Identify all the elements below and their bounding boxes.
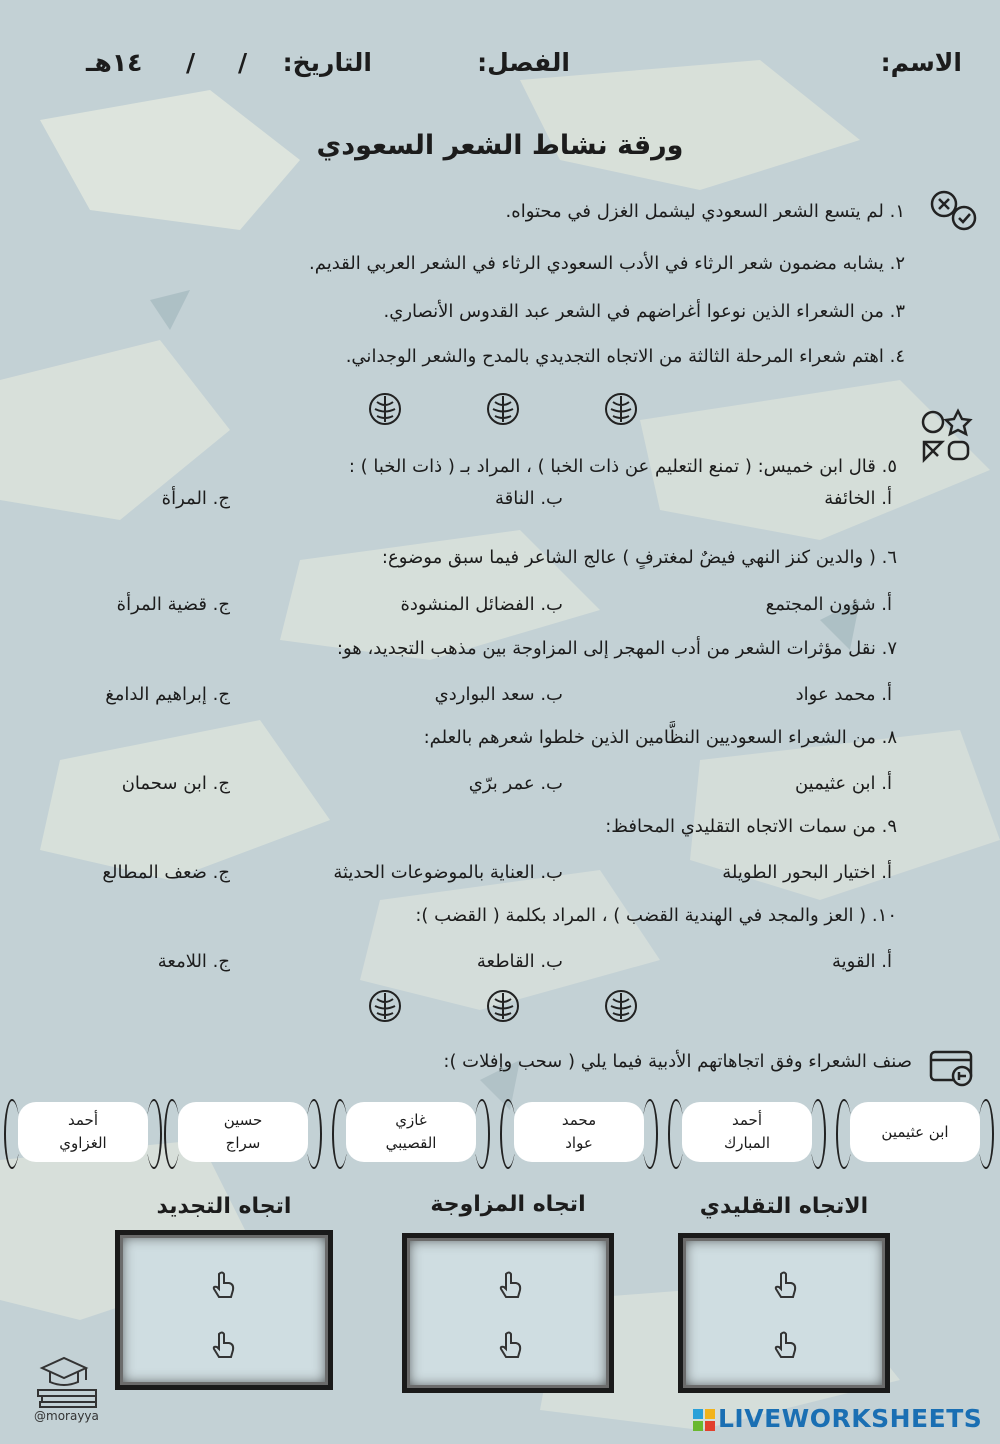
poet-name-line: محمد bbox=[561, 1111, 597, 1129]
shapes-icon bbox=[918, 408, 974, 464]
drop-zone-blending[interactable] bbox=[402, 1233, 614, 1393]
mcq-option[interactable]: أ. القوية bbox=[832, 951, 892, 972]
poet-name-line: أحمد bbox=[732, 1111, 762, 1129]
mcq-option[interactable]: ب. الناقة bbox=[494, 488, 563, 509]
mcq-option[interactable]: ب. الفضائل المنشودة bbox=[400, 594, 563, 615]
hand-pointer-icon bbox=[209, 1270, 237, 1300]
poet-name-line: غازي bbox=[395, 1111, 427, 1129]
ornament-divider bbox=[365, 987, 645, 1025]
poet-name-line: الغزاوي bbox=[59, 1134, 107, 1152]
draggable-poet-ahmad-almubarak[interactable] bbox=[682, 1102, 812, 1162]
poet-name-line: عواد bbox=[565, 1134, 593, 1152]
mcq-option[interactable]: ب. القاطعة bbox=[476, 951, 563, 972]
mcq-option[interactable]: ج. ابن سحمان bbox=[121, 773, 230, 794]
draggable-poet-husayn-siraj[interactable] bbox=[178, 1102, 308, 1162]
poet-name-line: سراج bbox=[225, 1134, 261, 1152]
hand-pointer-icon bbox=[771, 1270, 799, 1300]
hand-pointer-icon bbox=[209, 1330, 237, 1360]
liveworksheets-logo-icon bbox=[692, 1408, 716, 1432]
liveworksheets-brand[interactable]: LIVEWORKSHEETS bbox=[718, 1404, 983, 1433]
class-label: الفصل: bbox=[477, 48, 570, 77]
hand-pointer-icon bbox=[771, 1330, 799, 1360]
true-false-statement[interactable]: ٤. اهتم شعراء المرحلة الثالثة من الاتجاه التجديدي بالمدح والشعر الوجداني. bbox=[345, 346, 905, 367]
poet-name-line: أحمد bbox=[68, 1111, 98, 1129]
mcq-question: ٨. من الشعراء السعوديين النظَّامين الذين خلطوا شعرهم بالعلم: bbox=[423, 727, 897, 748]
graduation-cap-logo bbox=[34, 1356, 104, 1408]
mcq-option[interactable]: أ. شؤون المجتمع bbox=[765, 594, 892, 615]
draggable-poet-muhammad-awwad[interactable] bbox=[514, 1102, 644, 1162]
mcq-question: ٩. من سمات الاتجاه التقليدي المحافظ: bbox=[605, 816, 897, 837]
mcq-option[interactable]: أ. اختيار البحور الطويلة bbox=[722, 862, 892, 883]
true-false-icon bbox=[928, 188, 980, 234]
category-title-renewal: اتجاه التجديد bbox=[156, 1194, 292, 1219]
mcq-question: ٧. نقل مؤثرات الشعر من أدب المهجر إلى المزاوجة بين مذهب التجديد، هو: bbox=[336, 638, 897, 659]
mcq-option[interactable]: أ. محمد عواد bbox=[795, 684, 892, 705]
drop-zone-renewal[interactable] bbox=[115, 1230, 333, 1390]
mcq-option[interactable]: ج. اللامعة bbox=[157, 951, 230, 972]
true-false-statement[interactable]: ٣. من الشعراء الذين نوعوا أغراضهم في الشعر عبد القدوس الأنصاري. bbox=[383, 301, 905, 322]
author-handle: @morayya bbox=[34, 1409, 99, 1423]
classify-instruction: صنف الشعراء وفق اتجاهاتهم الأدبية فيما يلي ( سحب وإفلات ): bbox=[443, 1051, 912, 1072]
mcq-option[interactable]: ج. ضعف المطالع bbox=[102, 862, 230, 883]
date-separator: / bbox=[186, 48, 196, 77]
name-label: الاسم: bbox=[880, 48, 962, 77]
ornament-divider bbox=[365, 390, 645, 428]
mcq-question: ٥. قال ابن خميس: ( تمنع التعليم عن ذات الخبا ) ، المراد بـ ( ذات الخبا ) : bbox=[348, 456, 897, 477]
draggable-poet-ibn-uthaymin[interactable] bbox=[850, 1102, 980, 1162]
hand-pointer-icon bbox=[496, 1330, 524, 1360]
draggable-poet-ahmad-alghazzawi[interactable] bbox=[18, 1102, 148, 1162]
mcq-option[interactable]: ج. إبراهيم الدامغ bbox=[105, 684, 230, 705]
category-title-blending: اتجاه المزاوجة bbox=[430, 1192, 586, 1217]
mcq-option[interactable]: ب. سعد البواردي bbox=[434, 684, 563, 705]
mcq-option[interactable]: ب. العناية بالموضوعات الحديثة bbox=[333, 862, 563, 883]
date-label: التاريخ: bbox=[282, 48, 372, 77]
poet-name-line: القصيبي bbox=[385, 1134, 437, 1152]
poet-name-line: ابن عثيمين bbox=[881, 1122, 949, 1141]
category-title-traditional: الاتجاه التقليدي bbox=[699, 1194, 869, 1219]
mcq-option[interactable]: أ. الخائفة bbox=[824, 488, 892, 509]
mcq-option[interactable]: ج. المرأة bbox=[161, 488, 230, 509]
date-separator: / bbox=[238, 48, 248, 77]
date-year: ١٤هـ bbox=[86, 48, 143, 77]
mcq-question: ١٠. ( العز والمجد في الهندية القضب ) ، المراد بكلمة ( القضب ): bbox=[415, 905, 897, 926]
page-title: ورقة نشاط الشعر السعودي bbox=[316, 130, 684, 161]
true-false-statement[interactable]: ٢. يشابه مضمون شعر الرثاء في الأدب السعودي الرثاء في الشعر العربي القديم. bbox=[309, 253, 905, 274]
poet-name-line: حسين bbox=[223, 1111, 263, 1129]
hand-pointer-icon bbox=[496, 1270, 524, 1300]
mcq-option[interactable]: ب. عمر برّي bbox=[468, 773, 563, 794]
true-false-statement[interactable]: ١. لم يتسع الشعر السعودي ليشمل الغزل في محتواه. bbox=[505, 201, 905, 222]
poet-name-line: المبارك bbox=[723, 1134, 771, 1152]
mcq-option[interactable]: أ. ابن عثيمين bbox=[794, 773, 892, 794]
mcq-option[interactable]: ج. قضية المرأة bbox=[116, 594, 230, 615]
draggable-poet-ghazi-algosaibi[interactable] bbox=[346, 1102, 476, 1162]
mcq-question: ٦. ( والدين كنز النهي فيضٌ لمغترفٍ ) عالج الشاعر فيما سبق موضوع: bbox=[381, 547, 897, 568]
drag-drop-icon bbox=[928, 1048, 980, 1088]
drop-zone-traditional[interactable] bbox=[678, 1233, 890, 1393]
